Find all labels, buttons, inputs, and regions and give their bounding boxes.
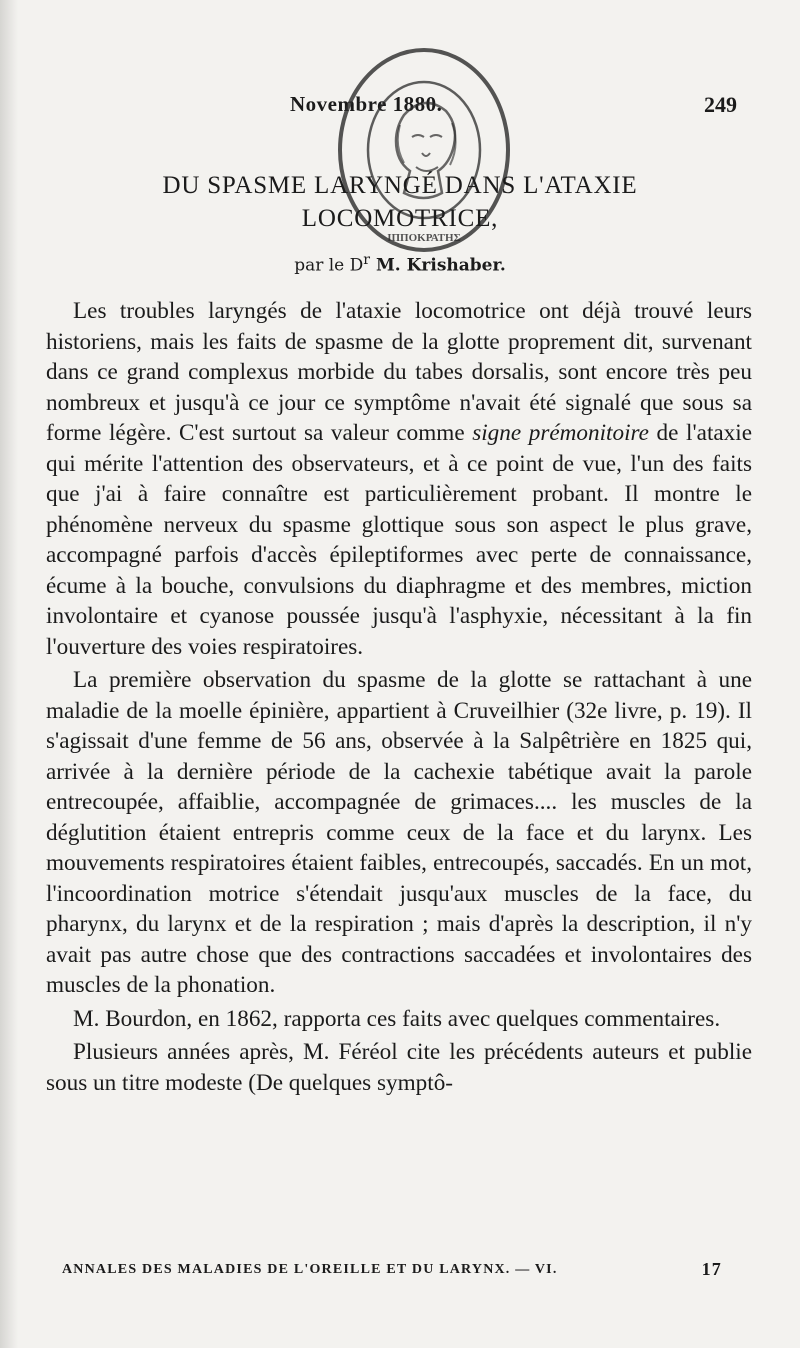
paragraph-1	[46, 296, 752, 662]
byline-sup: r	[363, 252, 371, 268]
paragraph-1-emphasis: signe prémonitoire	[472, 420, 649, 446]
author-name: M. Krishaber.	[370, 255, 506, 276]
page-number: 249	[704, 92, 737, 117]
paragraph-1-text-b: de l'ataxie qui mérite l'attention des observateurs, et à ce point de vue, l'un des faits que j'ai à faire connaître est particulièrement probant. Il montre le phénomène nerveux du spasme glottique sous son aspect le plus grave, accompagné parfois d'accès épileptiformes avec perte de connaissance, écume à la bouche, convulsions du diaphragme et des membres, miction involontaire et cyanose poussée jusqu'à l'asphyxie, nécessitant à la fin l'ouverture des voies respiratoires.	[46, 420, 752, 660]
journal-name: ANNALES DES MALADIES DE L'OREILLE ET DU LARYNX. — VI.	[62, 1262, 558, 1277]
issue-date: Novembre 1880.	[290, 92, 443, 116]
signature-mark: 17	[701, 1259, 722, 1279]
article-title-line-2: LOCOMOTRICE,	[301, 205, 499, 232]
paragraph-4: Plusieurs années après, M. Féréol cite les précédents auteurs et publie sous un titre modeste (De quelques symptô-	[46, 1039, 752, 1096]
byline	[0, 252, 800, 276]
article-title-line-1: DU SPASME LARYNGÉ DANS L'ATAXIE	[162, 172, 638, 199]
article-body	[46, 296, 752, 1098]
page-footer	[62, 1259, 722, 1279]
paragraph-1-text-a: Les troubles laryngés de l'ataxie locomotrice ont déjà trouvé leurs historiens, mais les faits de spasme de la glotte proprement dit, survenant dans ce grand complexus morbide du tabes dorsalis, sont encore très peu nombreux et jusqu'à ce jour ce symptôme n'avait été signalé que sous sa forme légère. C'est surtout sa valeur comme	[46, 298, 752, 446]
paragraph-2: La première observation du spasme de la glotte se rattachant à une maladie de la moelle épinière, appartient à Cruveilhier (32e livre, p. 19). Il s'agissait d'une femme de 56 ans, observée à la Salpêtrière en 1825 qui, arrivée à la dernière période de la cachexie tabétique avait la parole entrecoupée, affaiblie, accompagnée de grimaces.... les muscles de la déglutition étaient entrepris comme ceux de la face et du larynx. Les mouvements respiratoires étaient faibles, entrecoupés, saccadés. En un mot, l'incoordination motrice s'étendait jusqu'aux muscles de la face, du pharynx, du larynx et de la respiration ; mais d'après la description, il n'y avait pas autre chose que des contractions saccadées et involontaires des muscles de la phonation.	[46, 667, 752, 998]
byline-prefix: par le D	[294, 255, 364, 276]
paragraph-3: M. Bourdon, en 1862, rapporta ces faits avec quelques commentaires.	[73, 1005, 721, 1032]
page-gutter-shadow	[0, 0, 18, 1348]
stamp-caption: ΙΠΠΟΚΡΑΤΗΣ	[387, 232, 461, 244]
